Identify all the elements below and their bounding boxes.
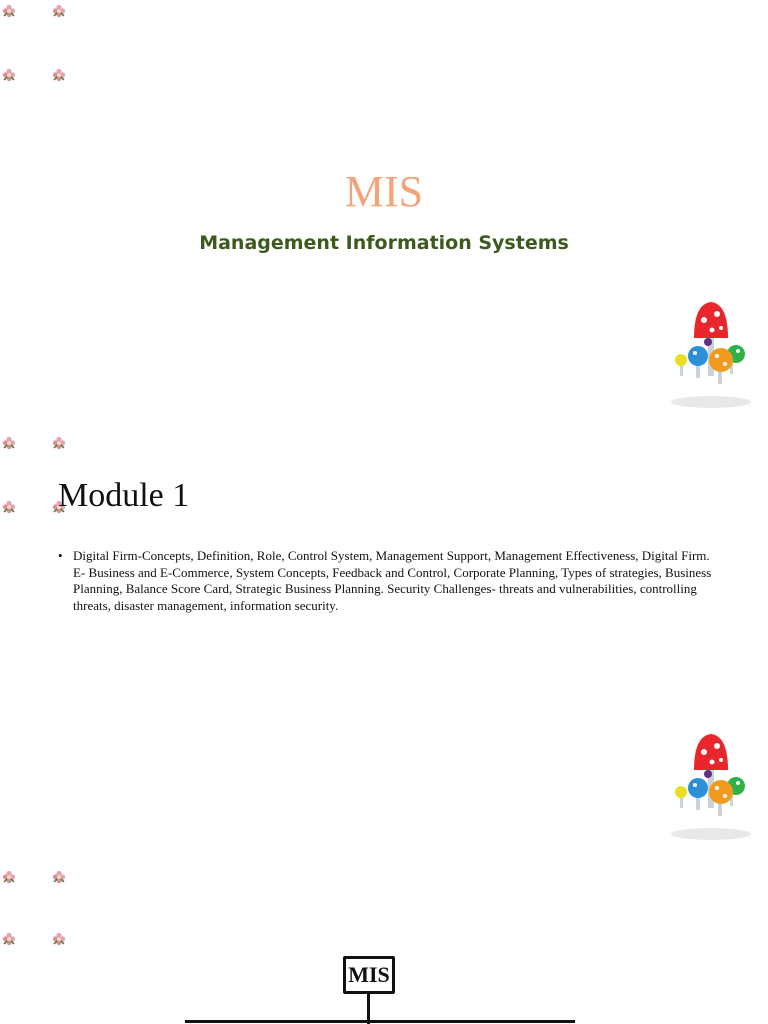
mis-logo-text: MIS [348, 962, 390, 987]
flower-icon [2, 932, 16, 946]
bullet-marker: • [58, 548, 63, 563]
flower-icon [2, 500, 16, 514]
flower-icon [52, 932, 66, 946]
diagram-branch-line [185, 1020, 575, 1023]
flower-icon [2, 870, 16, 884]
mushroom-cluster-icon [668, 298, 754, 410]
slide-subtitle: Management Information Systems [199, 232, 569, 254]
mis-logo-box [343, 956, 395, 994]
module-topics-list [58, 548, 718, 614]
flower-icon [52, 436, 66, 450]
module-heading: Module 1 [58, 477, 190, 514]
flower-icon [52, 870, 66, 884]
flower-icon [52, 68, 66, 82]
slide-title: MIS [344, 167, 424, 216]
title-slide [0, 0, 768, 432]
diagram-slide [0, 864, 768, 1024]
module-slide [0, 432, 768, 864]
topic-text: Digital Firm-Concepts, Definition, Role, Control System, Management Support, Management Effectiveness, Digital Firm. E- Business and E-Commerce, System Concepts, Feedback and Control, Corporate Planning, Types of strategies, Business Planning, Balance Score Card, Strategic Business Planning. Security Challenges- threats and vulnerabilities, controlling threats, disaster management, information security. [73, 548, 712, 613]
flower-icon [2, 68, 16, 82]
list-item [58, 548, 718, 614]
flower-icon [2, 4, 16, 18]
flower-icon [52, 4, 66, 18]
mushroom-cluster-icon [668, 730, 754, 842]
flower-icon [2, 436, 16, 450]
